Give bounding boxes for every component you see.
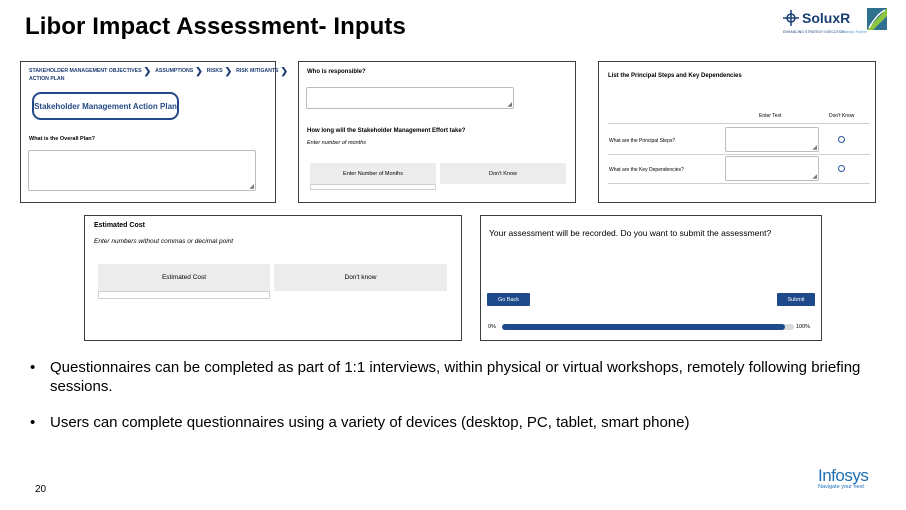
progress-bar: [502, 324, 794, 330]
bullet-icon: •: [30, 414, 36, 431]
resize-grip-icon[interactable]: ◢: [507, 102, 512, 108]
action-plan-panel: [20, 61, 289, 203]
responsible-panel: [298, 61, 576, 203]
partner-mark-icon: [867, 8, 887, 30]
key-dependencies-label: What are the Key Dependencies?: [609, 167, 684, 173]
divider: [608, 183, 870, 184]
breadcrumb-item[interactable]: ASSUMPTIONS ❯: [155, 66, 203, 76]
steps-panel: [598, 61, 876, 203]
soluxr-brand-text: SoluxR: [802, 10, 851, 26]
soluxr-tagline: ENHANCING STRATEGY EXECUTION: [783, 30, 845, 34]
progress-end-label: 100%: [796, 324, 811, 330]
overall-plan-textarea[interactable]: [28, 150, 256, 191]
principal-steps-dont-know-radio[interactable]: [838, 136, 845, 143]
page-number: 20: [35, 484, 47, 495]
dont-know-button[interactable]: Don't Know: [440, 163, 566, 184]
principal-steps-label: What are the Principal Steps?: [609, 138, 676, 144]
responsible-textarea[interactable]: [306, 87, 514, 109]
breadcrumb-item[interactable]: RISK MITIGANTS ❯: [236, 66, 289, 76]
chevron-right-icon: ❯: [224, 66, 233, 76]
infosys-name: Infosys: [818, 466, 869, 485]
bullet-item: • Questionnaires can be completed as part of 1:1 interviews, within physical or virtual workshops, remotely following briefing sessions.: [30, 359, 861, 395]
estimated-cost-button[interactable]: Estimated Cost: [98, 264, 270, 291]
dont-know-button[interactable]: Don't know: [274, 264, 447, 291]
action-plan-button[interactable]: Stakeholder Management Action Plan: [32, 92, 179, 120]
cost-input[interactable]: [98, 291, 270, 299]
key-dependencies-dont-know-radio[interactable]: [838, 165, 845, 172]
duration-hint: Enter number of months: [307, 140, 367, 146]
go-back-button[interactable]: Go Back: [487, 293, 530, 306]
duration-label: How long will the Stakeholder Management Effort take?: [307, 128, 466, 134]
principal-steps-textarea[interactable]: [725, 127, 819, 152]
chevron-right-icon: ❯: [280, 66, 289, 76]
divider: [608, 123, 870, 124]
enter-months-button[interactable]: Enter Number of Months: [310, 163, 436, 184]
overall-plan-label: What is the Overall Plan?: [29, 136, 96, 142]
soluxr-cross-icon: [783, 10, 799, 26]
bullet-item: • Users can complete questionnaires using a variety of devices (desktop, PC, tablet, smart phone): [30, 414, 690, 431]
chevron-right-icon: ❯: [195, 66, 203, 76]
dont-know-header: Don't Know: [829, 113, 855, 119]
months-input[interactable]: [310, 184, 436, 190]
resize-grip-icon[interactable]: ◢: [812, 145, 817, 151]
submit-message: Your assessment will be recorded. Do you want to submit the assessment?: [489, 228, 772, 238]
breadcrumb-item[interactable]: RISKS ❯: [206, 66, 233, 76]
bullet-list: [30, 358, 870, 449]
responsible-label: Who is responsible?: [307, 69, 366, 75]
cost-panel: [84, 215, 462, 341]
key-dependencies-textarea[interactable]: [725, 156, 819, 181]
submit-panel: [480, 215, 822, 341]
breadcrumb-item[interactable]: STAKEHOLDER MANAGEMENT OBJECTIVES ❯: [29, 66, 152, 76]
soluxr-logo: [783, 8, 891, 40]
resize-grip-icon[interactable]: ◢: [249, 184, 254, 190]
infosys-tagline: Navigate your next: [818, 484, 864, 490]
progress-start-label: 0%: [488, 324, 496, 330]
steps-title: List the Principal Steps and Key Dependencies: [608, 73, 742, 79]
chevron-right-icon: ❯: [143, 66, 152, 76]
cost-title: Estimated Cost: [94, 222, 145, 229]
breadcrumb-current[interactable]: ACTION PLAN: [29, 76, 65, 82]
enter-text-header: Enter Text: [759, 113, 782, 119]
soluxr-tagline-partner: Strategic Partner: [841, 30, 868, 34]
resize-grip-icon[interactable]: ◢: [812, 174, 817, 180]
breadcrumb: [29, 66, 289, 82]
slide-title: Libor Impact Assessment- Inputs: [25, 13, 406, 40]
bullet-icon: •: [30, 359, 36, 376]
submit-button[interactable]: Submit: [777, 293, 815, 306]
divider: [608, 154, 870, 155]
cost-hint: Enter numbers without commas or decimal point: [94, 238, 234, 245]
infosys-logo: [818, 466, 868, 490]
progress-fill: [502, 324, 785, 330]
